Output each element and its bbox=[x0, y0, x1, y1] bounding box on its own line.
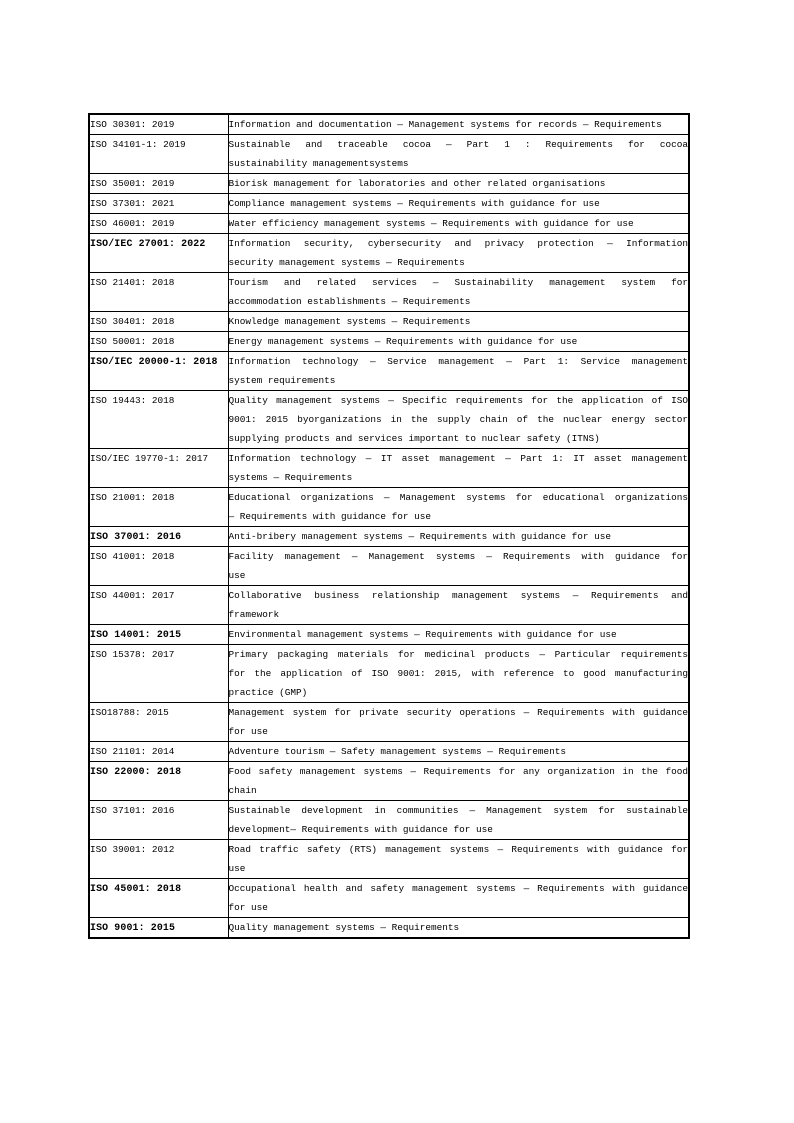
standard-description-cell bbox=[228, 174, 689, 194]
description-line: Facility management — Management systems — Requirements with guidance for bbox=[228, 551, 688, 562]
description-line: practice (GMP) bbox=[228, 687, 308, 698]
description-line: Information technology — Service management — Part 1: Service management bbox=[228, 356, 688, 367]
table-row bbox=[89, 332, 689, 352]
description-line: Quality management systems — Requirements bbox=[228, 922, 460, 933]
standard-code-cell: ISO 44001: 2017 bbox=[89, 586, 228, 625]
table-row bbox=[89, 312, 689, 332]
standard-description-cell bbox=[228, 449, 689, 488]
standards-table bbox=[88, 113, 690, 939]
table-row bbox=[89, 391, 689, 449]
standard-code-cell: ISO 9001: 2015 bbox=[89, 918, 228, 939]
standard-description-cell bbox=[228, 194, 689, 214]
standard-description-cell bbox=[228, 762, 689, 801]
standard-code-cell: ISO18788: 2015 bbox=[89, 703, 228, 742]
description-line: Occupational health and safety management systems — Requirements with guidance bbox=[228, 883, 688, 894]
table-row bbox=[89, 918, 689, 939]
description-line: framework bbox=[228, 609, 280, 620]
standard-description-cell bbox=[228, 488, 689, 527]
standard-description-cell bbox=[228, 273, 689, 312]
description-line: Biorisk management for laboratories and other related organisations bbox=[228, 178, 606, 189]
table-row bbox=[89, 527, 689, 547]
description-line: Tourism and related services — Sustainability management system for bbox=[228, 277, 688, 288]
table-row bbox=[89, 840, 689, 879]
table-row bbox=[89, 174, 689, 194]
standard-description-cell bbox=[228, 527, 689, 547]
table-row bbox=[89, 352, 689, 391]
table-row bbox=[89, 762, 689, 801]
standard-code-cell: ISO 22000: 2018 bbox=[89, 762, 228, 801]
table-row bbox=[89, 586, 689, 625]
standard-description-cell bbox=[228, 332, 689, 352]
standard-description-cell bbox=[228, 879, 689, 918]
table-row bbox=[89, 625, 689, 645]
description-line: development— Requirements with guidance for use bbox=[228, 824, 493, 835]
table-row bbox=[89, 194, 689, 214]
standard-description-cell bbox=[228, 312, 689, 332]
description-line: for the application of ISO 9001: 2015, with reference to good manufacturing bbox=[228, 668, 688, 679]
table-row bbox=[89, 488, 689, 527]
standard-description-cell bbox=[228, 742, 689, 762]
standard-code-cell: ISO 45001: 2018 bbox=[89, 879, 228, 918]
standard-code-cell: ISO 34101-1: 2019 bbox=[89, 135, 228, 174]
description-line: Energy management systems — Requirements with guidance for use bbox=[228, 336, 578, 347]
standard-code-cell: ISO/IEC 20000-1: 2018 bbox=[89, 352, 228, 391]
standard-code-cell: ISO 21401: 2018 bbox=[89, 273, 228, 312]
description-line: security management systems — Requirements bbox=[228, 257, 465, 268]
description-line: Management system for private security operations — Requirements with guidance bbox=[228, 707, 688, 718]
description-line: Compliance management systems — Requirements with guidance for use bbox=[228, 198, 600, 209]
standard-description-cell bbox=[228, 703, 689, 742]
standard-description-cell bbox=[228, 391, 689, 449]
description-line: Road traffic safety (RTS) management systems — Requirements with guidance for bbox=[228, 844, 688, 855]
description-line: Information and documentation — Management systems for records — Requirements bbox=[228, 119, 662, 130]
standards-table-body bbox=[89, 114, 689, 938]
standard-description-cell bbox=[228, 352, 689, 391]
description-line: system requirements bbox=[228, 375, 336, 386]
standard-code-cell: ISO 19443: 2018 bbox=[89, 391, 228, 449]
standard-description-cell bbox=[228, 645, 689, 703]
standard-code-cell: ISO 30301: 2019 bbox=[89, 114, 228, 135]
standard-code-cell: ISO 50001: 2018 bbox=[89, 332, 228, 352]
table-row bbox=[89, 801, 689, 840]
table-row bbox=[89, 114, 689, 135]
description-line: Adventure tourism — Safety management systems — Requirements bbox=[228, 746, 567, 757]
standard-code-cell: ISO 30401: 2018 bbox=[89, 312, 228, 332]
description-line: sustainability managementsystems bbox=[228, 158, 409, 169]
description-line: Sustainable development in communities — Management system for sustainable bbox=[228, 805, 688, 816]
description-line: use bbox=[228, 863, 246, 874]
table-row bbox=[89, 547, 689, 586]
standard-code-cell: ISO 39001: 2012 bbox=[89, 840, 228, 879]
description-line: Primary packaging materials for medicinal products — Particular requirements bbox=[228, 649, 688, 660]
standard-code-cell: ISO/IEC 27001: 2022 bbox=[89, 234, 228, 273]
table-row bbox=[89, 234, 689, 273]
description-line: — Requirements with guidance for use bbox=[228, 511, 432, 522]
table-row bbox=[89, 135, 689, 174]
description-line: Collaborative business relationship management systems — Requirements and bbox=[228, 590, 688, 601]
standard-code-cell: ISO 15378: 2017 bbox=[89, 645, 228, 703]
standard-description-cell bbox=[228, 586, 689, 625]
description-line: chain bbox=[228, 785, 257, 796]
standard-code-cell: ISO 37001: 2016 bbox=[89, 527, 228, 547]
standard-code-cell: ISO 14001: 2015 bbox=[89, 625, 228, 645]
description-line: 9001: 2015 byorganizations in the supply chain of the nuclear energy sector bbox=[228, 414, 688, 425]
standard-description-cell bbox=[228, 135, 689, 174]
description-line: Information security, cybersecurity and privacy protection — Information bbox=[228, 238, 688, 249]
table-row bbox=[89, 703, 689, 742]
description-line: for use bbox=[228, 902, 268, 913]
standard-description-cell bbox=[228, 214, 689, 234]
standard-description-cell bbox=[228, 840, 689, 879]
standard-code-cell: ISO 35001: 2019 bbox=[89, 174, 228, 194]
standard-description-cell bbox=[228, 625, 689, 645]
description-line: Information technology — IT asset management — Part 1: IT asset management bbox=[228, 453, 688, 464]
standard-description-cell bbox=[228, 801, 689, 840]
description-line: accommodation establishments — Requirements bbox=[228, 296, 471, 307]
table-row bbox=[89, 879, 689, 918]
standard-code-cell: ISO 21001: 2018 bbox=[89, 488, 228, 527]
description-line: Water efficiency management systems — Requirements with guidance for use bbox=[228, 218, 634, 229]
description-line: Food safety management systems — Requirements for any organization in the food bbox=[228, 766, 688, 777]
standard-code-cell: ISO 46001: 2019 bbox=[89, 214, 228, 234]
description-line: Sustainable and traceable cocoa — Part 1 : Requirements for cocoa bbox=[228, 139, 688, 150]
standard-description-cell bbox=[228, 114, 689, 135]
standard-code-cell: ISO 21101: 2014 bbox=[89, 742, 228, 762]
standard-code-cell: ISO 37301: 2021 bbox=[89, 194, 228, 214]
table-row bbox=[89, 645, 689, 703]
standard-code-cell: ISO 37101: 2016 bbox=[89, 801, 228, 840]
description-line: Anti-bribery management systems — Requirements with guidance for use bbox=[228, 531, 612, 542]
standard-description-cell bbox=[228, 234, 689, 273]
standard-code-cell: ISO 41001: 2018 bbox=[89, 547, 228, 586]
description-line: use bbox=[228, 570, 246, 581]
description-line: Educational organizations — Management systems for educational organizations bbox=[228, 492, 688, 503]
standard-code-cell: ISO/IEC 19770-1: 2017 bbox=[89, 449, 228, 488]
table-row bbox=[89, 214, 689, 234]
table-row bbox=[89, 742, 689, 762]
standard-description-cell bbox=[228, 918, 689, 939]
description-line: systems — Requirements bbox=[228, 472, 353, 483]
description-line: supplying products and services important to nuclear safety (ITNS) bbox=[228, 433, 600, 444]
description-line: Quality management systems — Specific requirements for the application of ISO bbox=[228, 395, 688, 406]
description-line: for use bbox=[228, 726, 268, 737]
description-line: Environmental management systems — Requirements with guidance for use bbox=[228, 629, 617, 640]
table-row bbox=[89, 273, 689, 312]
standard-description-cell bbox=[228, 547, 689, 586]
table-row bbox=[89, 449, 689, 488]
description-line: Knowledge management systems — Requirements bbox=[228, 316, 471, 327]
